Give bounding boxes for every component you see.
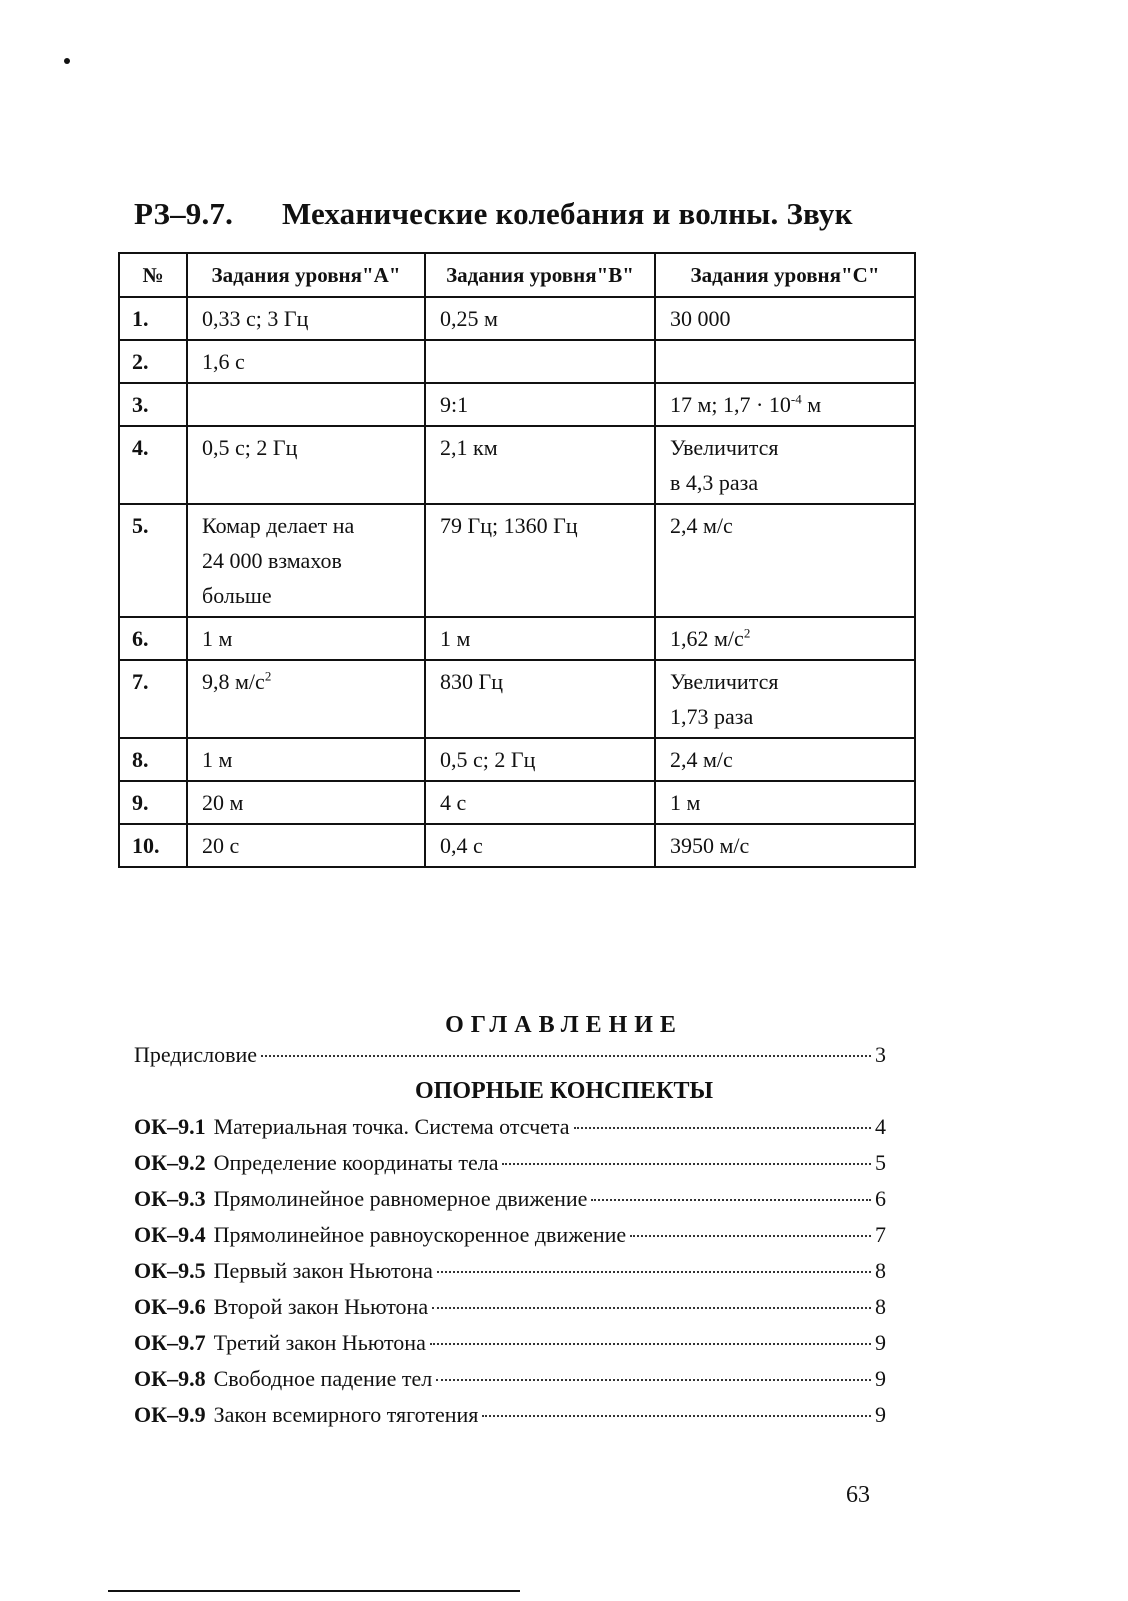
toc-entry-code: ОК–9.9 [134,1402,206,1427]
header-level-c [655,253,915,297]
cell-c-line1: Увеличится [670,669,779,694]
cell-c-line1: Увеличится [670,435,779,460]
toc-entry-code: ОК–9.5 [134,1258,206,1283]
cell-level-c [655,660,915,738]
toc-entry-page: 8 [875,1294,886,1319]
toc-entry [134,1114,886,1150]
cell-level-b: 4 с [425,781,655,824]
toc-entry-code: ОК–9.8 [134,1366,206,1391]
cell-level-b: 0,4 с [425,824,655,867]
header-level-a-line2: "А" [362,263,401,287]
toc-entry-title: Определение координаты тела [213,1150,499,1175]
toc-entry [134,1366,886,1402]
header-number: № [119,253,187,297]
toc-dot-leader [574,1127,871,1129]
toc-entry-page: 5 [875,1150,886,1175]
row-number: 2. [119,340,187,383]
row-number: 4. [119,426,187,504]
toc-entry-code: ОК–9.7 [134,1330,206,1355]
cell-level-a: 20 с [187,824,425,867]
cell-c-exponent: 2 [743,625,751,641]
cell-c-value: 17 м; 1,7 · 10 [670,392,791,417]
cell-c-value: 1,62 м/с [670,626,744,651]
cell-level-a [187,383,425,426]
cell-level-b [425,340,655,383]
toc-entry [134,1294,886,1330]
page-number: 63 [846,1482,870,1508]
toc-entry-page: 3 [875,1042,886,1067]
toc-dot-leader [261,1055,871,1057]
table-row [119,340,915,383]
toc-entry-title: Свободное падение тел [213,1366,433,1391]
cell-a-exponent: 2 [264,668,272,684]
cell-level-b: 1 м [425,617,655,660]
table-row [119,504,915,617]
toc-entry-code: ОК–9.1 [134,1114,206,1139]
row-number: 1. [119,297,187,340]
toc-entry [134,1150,886,1186]
toc-entry-title: Прямолинейное равноускоренное движение [213,1222,627,1247]
toc-entry-title: Третий закон Ньютона [213,1330,426,1355]
toc-dot-leader [482,1415,871,1417]
toc-entry-page: 4 [875,1114,886,1139]
row-number: 5. [119,504,187,617]
row-number: 10. [119,824,187,867]
toc-entry-title: Материальная точка. Система отсчета [213,1114,570,1139]
toc-dot-leader [591,1199,871,1201]
header-level-b-line2: "В" [596,263,634,287]
table-row [119,660,915,738]
row-number: 9. [119,781,187,824]
cell-c-line2: 1,73 раза [670,704,754,729]
toc-dot-leader [502,1163,871,1165]
section-title-text: Механические колебания и волны. Звук [282,196,853,231]
header-level-a-line1: Задания уровня [211,263,362,287]
section-title [134,196,853,232]
row-number: 3. [119,383,187,426]
header-level-c-line2: "С" [841,263,880,287]
toc-entry-title: Второй закон Ньютона [213,1294,429,1319]
cell-a-line3: больше [202,583,272,608]
header-level-b [425,253,655,297]
toc-entry-page: 6 [875,1186,886,1211]
toc-entry-code: ОК–9.2 [134,1150,206,1175]
toc-dot-leader [436,1379,871,1381]
toc-entry [134,1330,886,1366]
cell-level-c [655,617,915,660]
toc-subheading: ОПОРНЫЕ КОНСПЕКТЫ [414,1078,714,1104]
cell-level-a: 1 м [187,738,425,781]
toc-dot-leader [437,1271,871,1273]
cell-level-b: 79 Гц; 1360 Гц [425,504,655,617]
toc-entry-code: ОК–9.6 [134,1294,206,1319]
table-row [119,824,915,867]
toc-heading: ОГЛАВЛЕНИЕ [445,1012,683,1038]
toc-entry-title: Прямолинейное равномерное движение [213,1186,588,1211]
toc-dot-leader [630,1235,871,1237]
cell-level-b: 830 Гц [425,660,655,738]
cell-level-b: 2,1 км [425,426,655,504]
cell-level-b: 9:1 [425,383,655,426]
answers-table [118,252,916,868]
cell-level-c [655,340,915,383]
cell-level-c [655,383,915,426]
table-row [119,383,915,426]
table-row [119,426,915,504]
toc-entry-page: 7 [875,1222,886,1247]
cell-level-c: 2,4 м/с [655,738,915,781]
header-level-c-line1: Задания уровня [690,263,841,287]
toc-list [134,1114,886,1438]
cell-level-a: 20 м [187,781,425,824]
row-number: 8. [119,738,187,781]
toc-entry-page: 8 [875,1258,886,1283]
cell-level-a: 0,33 с; 3 Гц [187,297,425,340]
toc-preface-entry [134,1042,886,1068]
cell-a-value: 9,8 м/с [202,669,265,694]
header-level-b-line1: Задания уровня [446,263,597,287]
toc-entry-code: ОК–9.4 [134,1222,206,1247]
cell-level-c: 30 000 [655,297,915,340]
cell-a-line1: Комар делает на [202,513,355,538]
bottom-rule [108,1590,520,1592]
toc-entry [134,1222,886,1258]
toc-entry-title: Предисловие [134,1042,257,1067]
toc-entry-title: Закон всемирного тяготения [213,1402,479,1427]
cell-level-a: 1,6 с [187,340,425,383]
toc-entry [134,1258,886,1294]
cell-level-c: 3950 м/с [655,824,915,867]
cell-c-line2: в 4,3 раза [670,470,759,495]
table-row [119,738,915,781]
toc-entry [134,1186,886,1222]
scan-dot-mark [64,58,70,64]
cell-level-c [655,426,915,504]
cell-level-a [187,504,425,617]
row-number: 7. [119,660,187,738]
cell-a-line2: 24 000 взмахов [202,548,342,573]
cell-level-c: 2,4 м/с [655,504,915,617]
cell-level-c: 1 м [655,781,915,824]
header-level-a [187,253,425,297]
section-code: РЗ–9.7. [134,196,234,231]
toc-dot-leader [432,1307,871,1309]
toc-entry-page: 9 [875,1402,886,1427]
row-number: 6. [119,617,187,660]
cell-c-unit: м [801,392,822,417]
table-row [119,781,915,824]
toc-entry-title: Первый закон Ньютона [213,1258,433,1283]
toc-entry-page: 9 [875,1330,886,1355]
table-row [119,297,915,340]
toc-dot-leader [430,1343,871,1345]
table-row [119,617,915,660]
cell-level-a: 0,5 с; 2 Гц [187,426,425,504]
cell-level-b: 0,5 с; 2 Гц [425,738,655,781]
cell-c-exponent: -4 [790,391,802,407]
toc-entry-page: 9 [875,1366,886,1391]
table-header-row [119,253,915,297]
cell-level-b: 0,25 м [425,297,655,340]
toc-entry-code: ОК–9.3 [134,1186,206,1211]
cell-level-a: 1 м [187,617,425,660]
cell-level-a [187,660,425,738]
toc-entry [134,1402,886,1438]
